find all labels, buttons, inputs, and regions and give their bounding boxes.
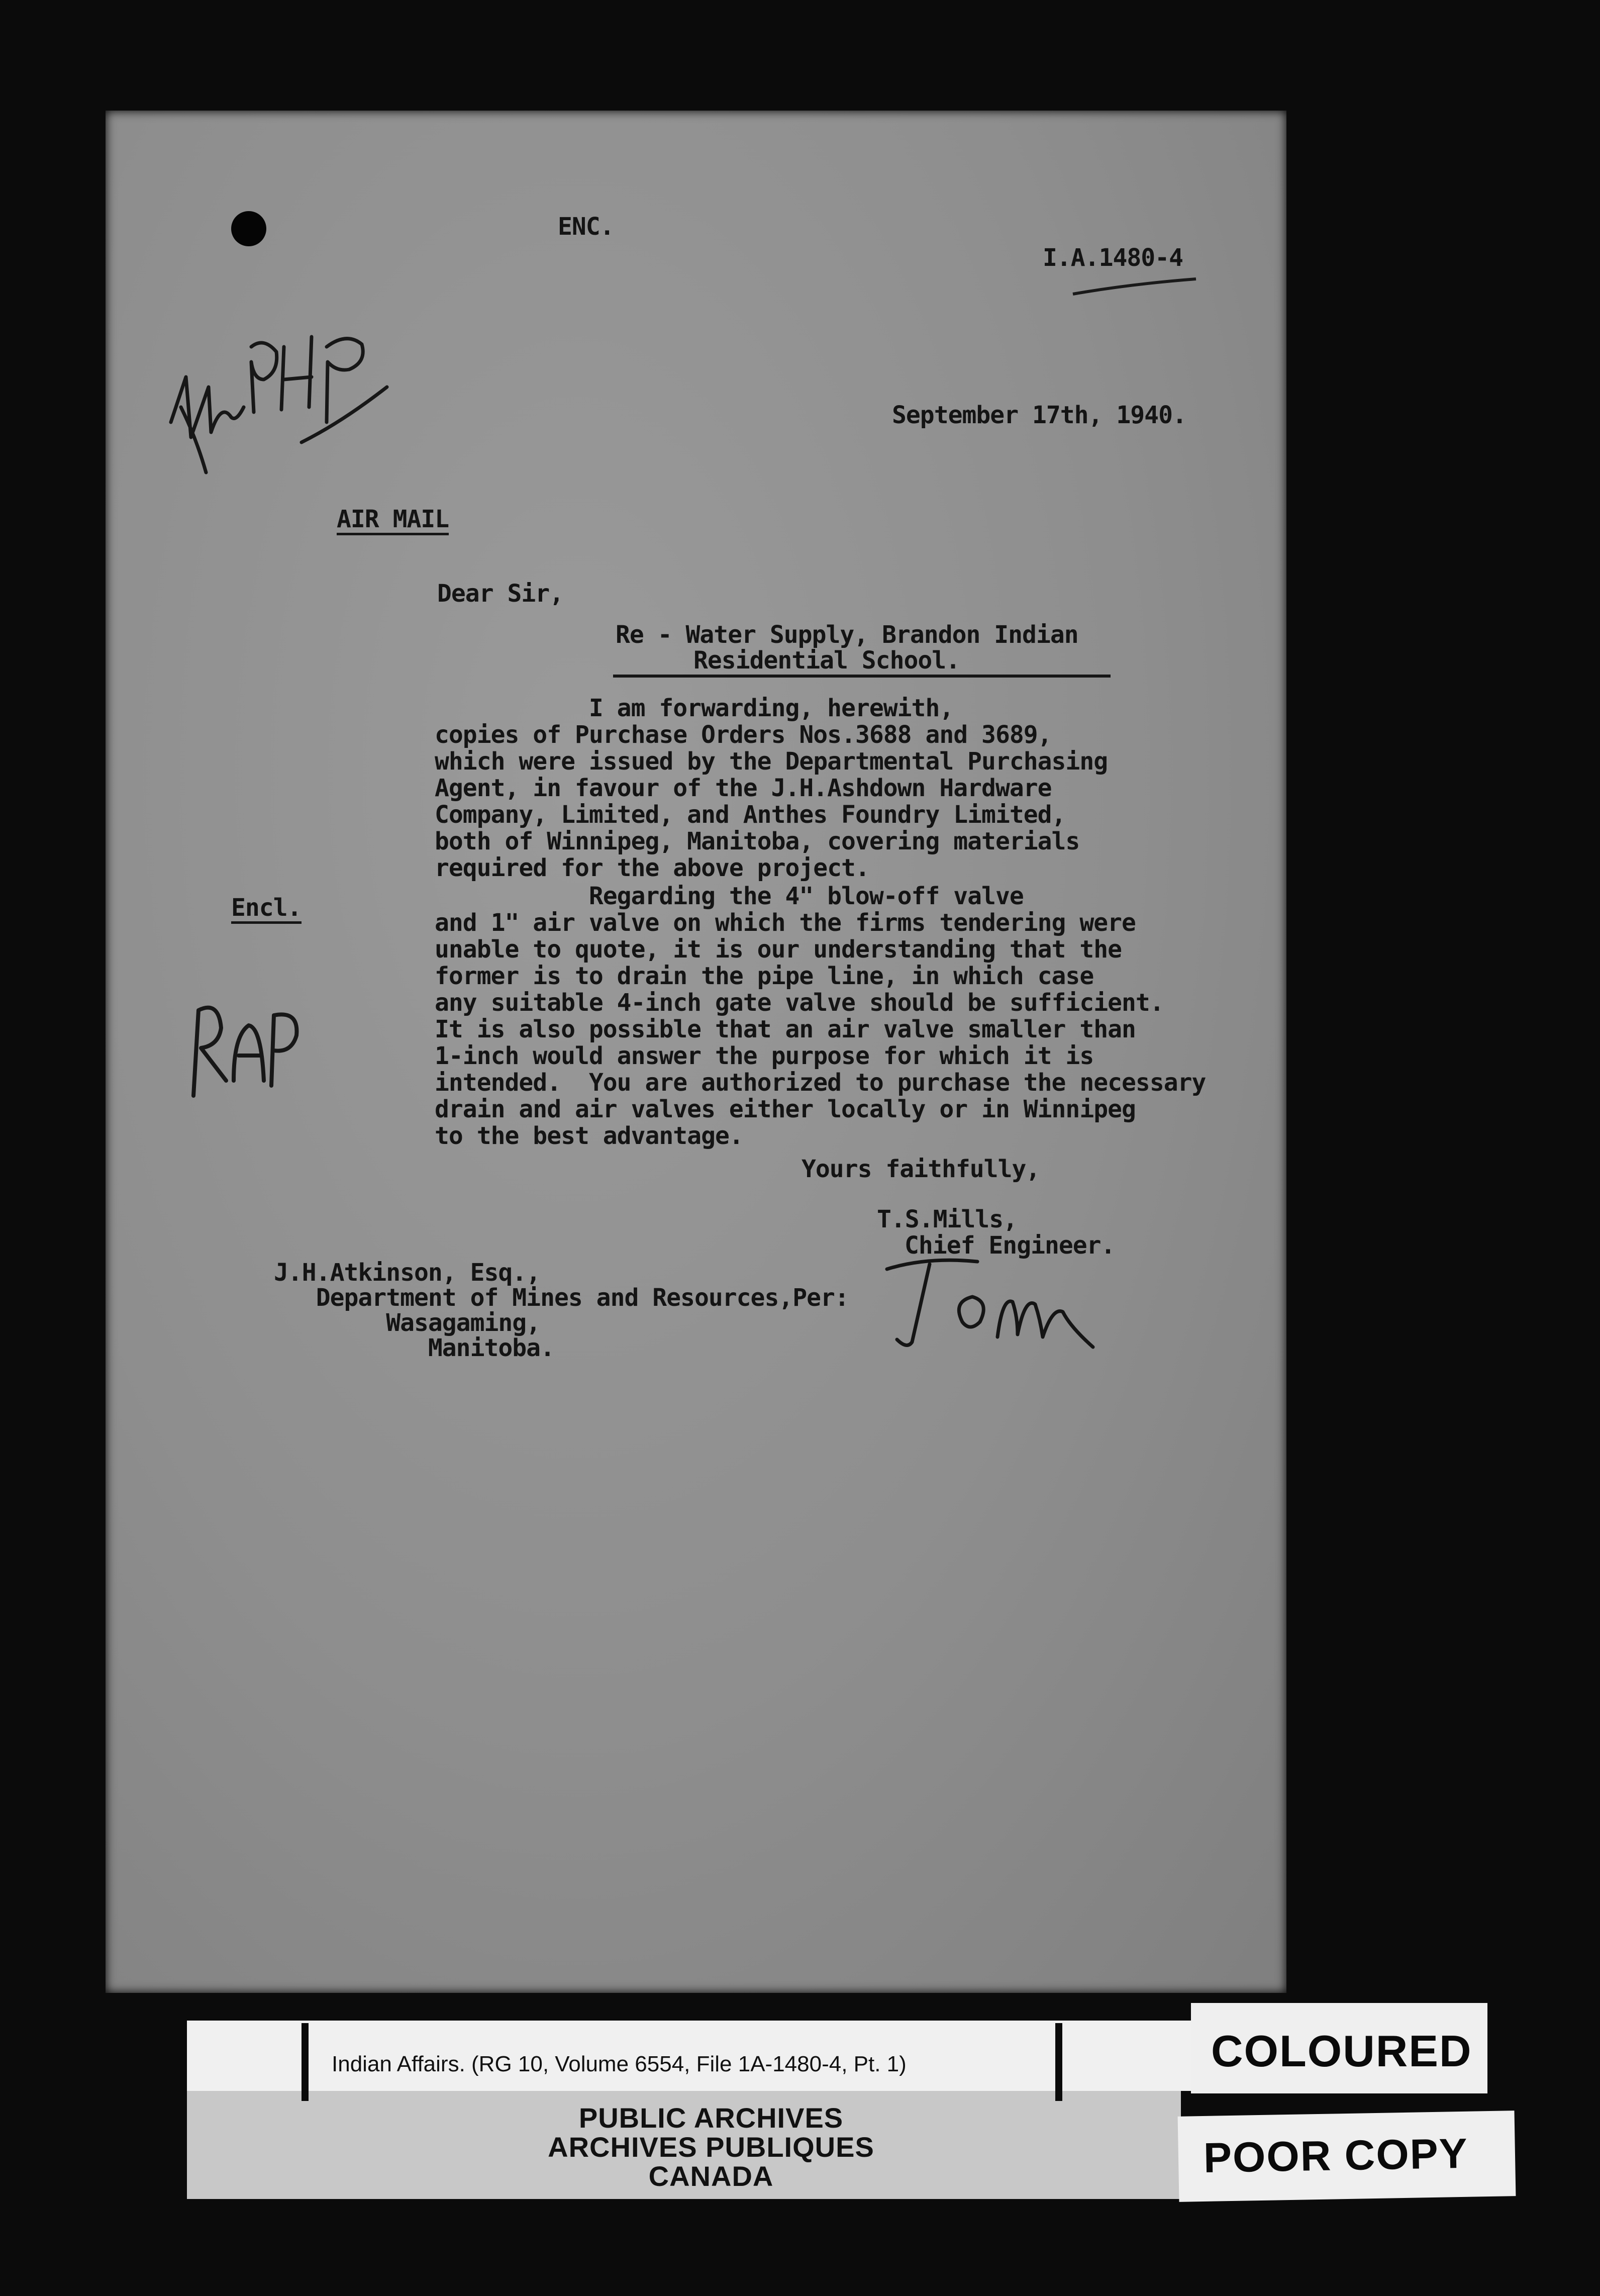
reference-bracket-left [302,2023,309,2101]
subject-line-1: Re - Water Supply, Brandon Indian [616,621,1078,649]
paragraph-line: Regarding the 4" blow-off valve [435,882,1024,910]
paragraph-line: intended. You are authorized to purchase the necessary [435,1069,1206,1097]
paragraph-line: 1-inch would answer the purpose for which it is [435,1042,1094,1070]
coloured-stamp-text: COLOURED [1211,2026,1472,2076]
poor-copy-stamp [1178,2111,1516,2202]
paragraph-line: to the best advantage. [435,1122,743,1150]
handwritten-signature-initials [882,1247,1103,1357]
addressee-line: Department of Mines and Resources,Per: [274,1284,849,1312]
signer-name: T.S.Mills, [877,1205,1017,1233]
file-reference: I.A.1480-4 [1043,244,1183,272]
paragraph-line: Company, Limited, and Anthes Foundry Limited, [435,801,1066,829]
paragraph-line: required for the above project. [435,854,869,882]
punch-hole [231,211,266,246]
salutation: Dear Sir, [437,580,564,608]
archives-line-2: ARCHIVES PUBLIQUES [548,2131,874,2163]
paragraph-line: and 1" air valve on which the firms tendering were [435,909,1136,937]
paragraph-line: copies of Purchase Orders Nos.3688 and 3689, [435,721,1052,749]
file-ref-underline-mark [1070,274,1201,304]
archives-name [437,2103,985,2191]
paragraph-line: drain and air valves either locally or in Winnipeg [435,1095,1136,1123]
paragraph-line: both of Winnipeg, Manitoba, covering materials [435,827,1080,855]
enc-marker: ENC. [558,213,614,241]
signer-title: Chief Engineer. [905,1231,1115,1260]
paragraph-line: I am forwarding, herewith, [435,694,954,722]
paragraph-line: Agent, in favour of the J.H.Ashdown Hardware [435,774,1052,802]
archive-reference-text: Indian Affairs. (RG 10, Volume 6554, File 1A-1480-4, Pt. 1) [332,2052,907,2076]
paragraph-line: which were issued by the Departmental Purchasing [435,747,1108,776]
paragraph-line: any suitable 4-inch gate valve should be sufficient. [435,989,1164,1017]
paragraph-line: It is also possible that an air valve smaller than [435,1015,1136,1043]
reference-bracket-right [1055,2023,1062,2101]
poor-copy-stamp-text: POOR COPY [1203,2129,1469,2181]
enclosure-note: Encl. [231,895,302,924]
closing: Yours faithfully, [802,1155,1040,1183]
archives-line-1: PUBLIC ARCHIVES [578,2102,844,2134]
air-mail-heading: AIR MAIL [337,506,449,535]
addressee-line: Wasagaming, [274,1309,541,1337]
addressee-line: J.H.Atkinson, Esq., [274,1259,541,1287]
addressee-line: Manitoba. [274,1334,554,1362]
subject-line-2: Residential School. [693,646,960,675]
handwritten-initials-top [151,271,432,483]
letter-date: September 17th, 1940. [892,401,1186,429]
coloured-stamp [1191,2003,1487,2097]
paragraph-line: unable to quote, it is our understanding that the [435,935,1122,964]
paragraph-line: former is to drain the pipe line, in which case [435,962,1094,990]
subject-underline [613,675,1111,678]
archives-line-3: CANADA [648,2160,774,2192]
handwritten-margin-initials [178,980,309,1106]
